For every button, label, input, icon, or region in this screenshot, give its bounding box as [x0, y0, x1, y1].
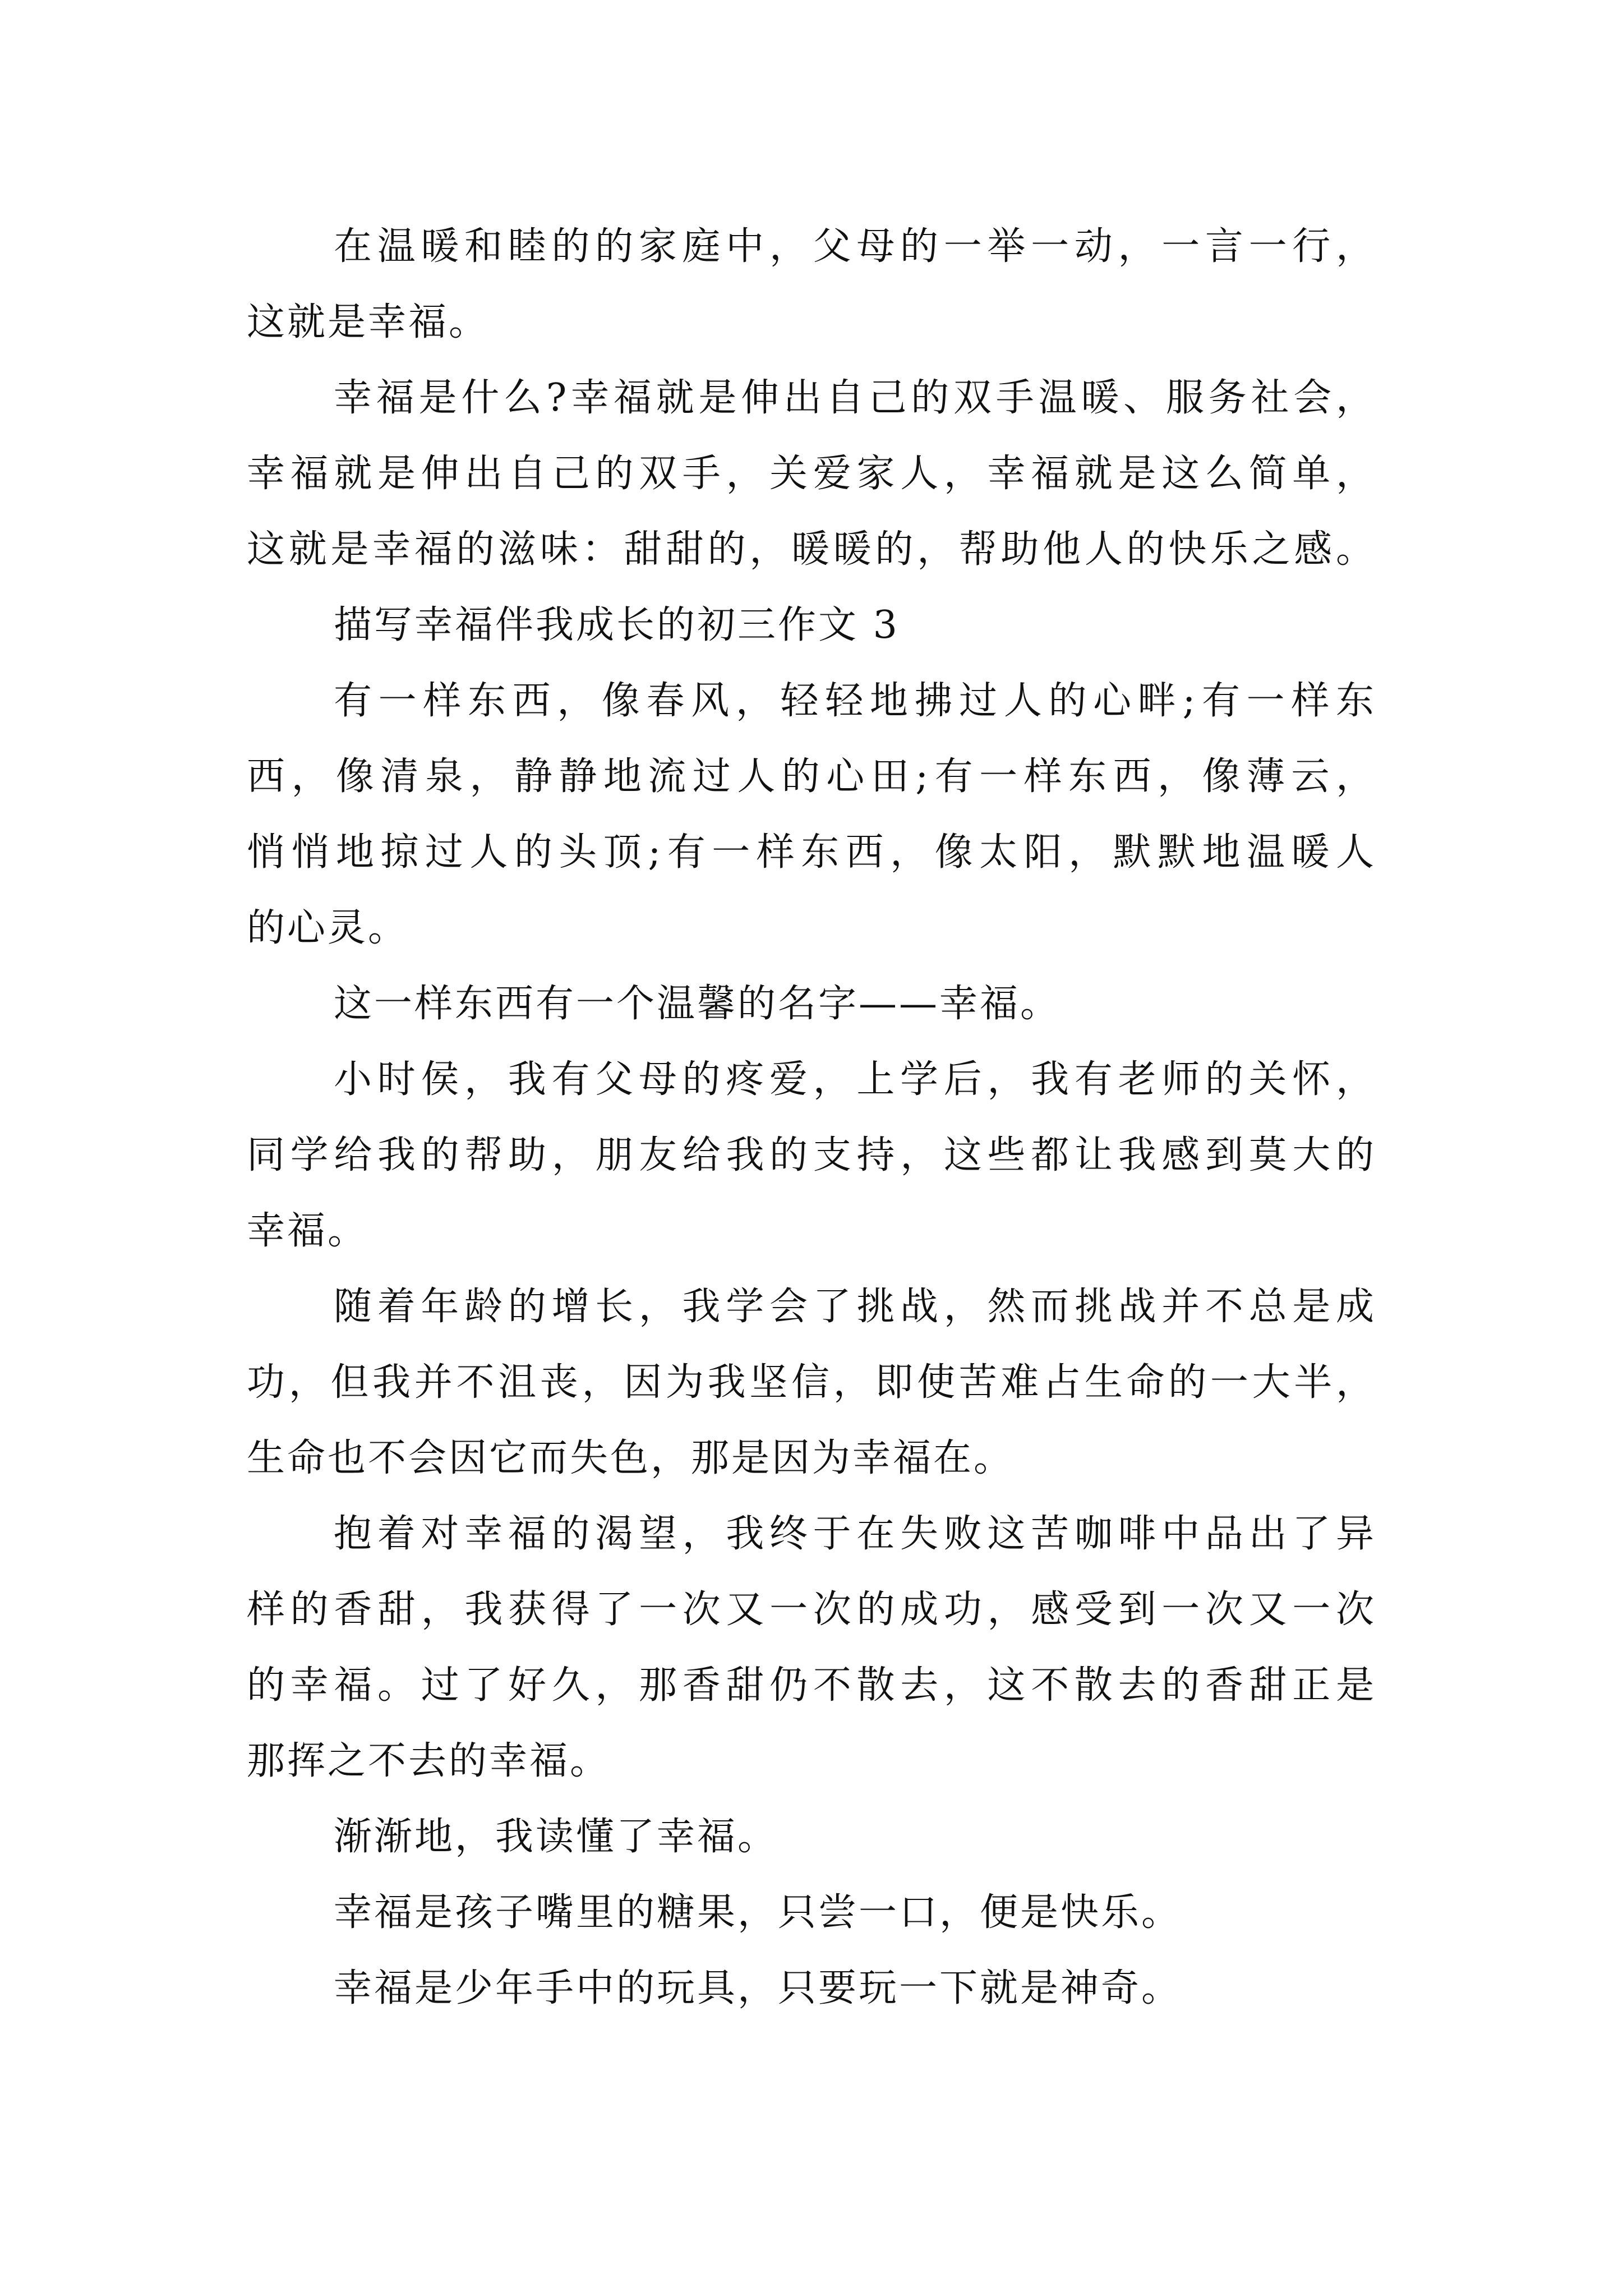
paragraph-line: 那挥之不去的幸福。 [247, 1739, 611, 1783]
paragraph-line: 幸福是少年手中的玩具，只要玩一下就是神奇。 [334, 1966, 1182, 2010]
paragraph-line: 这就是幸福的滋味：甜甜的，暖暖的，帮助他人的快乐之感。 [247, 527, 1374, 572]
paragraph-line: 渐渐地，我读懂了幸福。 [334, 1815, 778, 1859]
section-heading: 描写幸福伴我成长的初三作文 3 [334, 603, 900, 647]
paragraph-line: 功，但我并不沮丧，因为我坚信，即使苦难占生命的一大半， [247, 1360, 1374, 1405]
paragraph-line: 有一样东西，像春风，轻轻地拂过人的心畔;有一样东 [334, 679, 1374, 723]
paragraph-line: 西，像清泉，静静地流过人的心田;有一样东西，像薄云， [247, 754, 1374, 799]
paragraph-line: 幸福是什么?幸福就是伸出自己的双手温暖、服务社会， [334, 376, 1374, 420]
paragraph-line: 的幸福。过了好久，那香甜仍不散去，这不散去的香甜正是 [247, 1663, 1374, 1708]
paragraph-line: 的心灵。 [247, 906, 409, 950]
paragraph-line: 悄悄地掠过人的头顶;有一样东西，像太阳，默默地温暖人 [247, 830, 1374, 875]
paragraph-line: 同学给我的帮助，朋友给我的支持，这些都让我感到莫大的 [247, 1133, 1374, 1177]
paragraph-line: 这一样东西有一个温馨的名字——幸福。 [334, 982, 1061, 1026]
paragraph-line: 这就是幸福。 [247, 300, 490, 344]
paragraph-line: 抱着对幸福的渴望，我终于在失败这苦咖啡中品出了异 [334, 1512, 1374, 1556]
paragraph-line: 样的香甜，我获得了一次又一次的成功，感受到一次又一次 [247, 1588, 1374, 1632]
paragraph-line: 随着年龄的增长，我学会了挑战，然而挑战并不总是成 [334, 1285, 1374, 1329]
paragraph-line: 幸福就是伸出自己的双手，关爱家人，幸福就是这么简单， [247, 452, 1374, 496]
paragraph-line: 小时侯，我有父母的疼爱，上学后，我有老师的关怀， [334, 1057, 1374, 1102]
paragraph-line: 在温暖和睦的的家庭中，父母的一举一动，一言一行， [334, 224, 1374, 269]
paragraph-line: 生命也不会因它而失色，那是因为幸福在。 [247, 1436, 1015, 1480]
paragraph-line: 幸福是孩子嘴里的糖果，只尝一口，便是快乐。 [334, 1890, 1182, 1935]
paragraph-line: 幸福。 [247, 1209, 368, 1253]
